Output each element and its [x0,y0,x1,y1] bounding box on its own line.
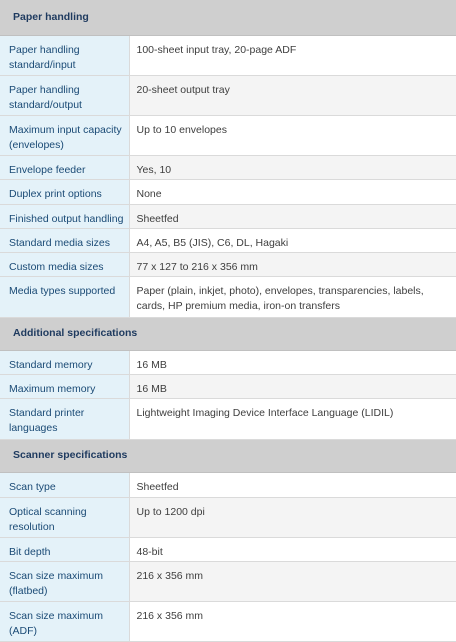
spec-value: None [129,179,456,204]
spec-row [0,398,456,439]
spec-row [0,115,456,155]
spec-value: 16 MB [129,350,456,374]
spec-label: Media types supported [0,276,129,317]
spec-value: 216 x 356 mm [129,561,456,601]
spec-label: Paper handling standard/input [0,35,129,75]
spec-label: Custom media sizes [0,252,129,276]
spec-label: Duplex print options [0,179,129,204]
spec-value: Up to 1200 dpi [129,497,456,537]
spec-label: Envelope feeder [0,155,129,179]
spec-row [0,179,456,204]
spec-value: 16 MB [129,374,456,398]
spec-value: 48-bit [129,537,456,561]
spec-label: Scan size maximum (flatbed) [0,561,129,601]
spec-label: Maximum memory [0,374,129,398]
spec-value: 20-sheet output tray [129,75,456,115]
section-title: Scanner specifications [0,439,456,472]
spec-row [0,497,456,537]
spec-row [0,204,456,228]
section-title: Additional specifications [0,317,456,350]
spec-value: Up to 10 envelopes [129,115,456,155]
spec-value: Sheetfed [129,472,456,497]
spec-value: 216 x 356 mm [129,601,456,641]
spec-label: Finished output handling [0,204,129,228]
spec-label: Scan type [0,472,129,497]
spec-row [0,276,456,317]
spec-row [0,228,456,252]
spec-row [0,374,456,398]
spec-value: Paper (plain, inkjet, photo), envelopes, transparencies, labels, cards, HP premium media, iron-on transfers [129,276,456,317]
section-header [0,0,456,35]
spec-row [0,252,456,276]
spec-label: Bit depth [0,537,129,561]
spec-value: 77 x 127 to 216 x 356 mm [129,252,456,276]
spec-label: Maximum input capacity (envelopes) [0,115,129,155]
spec-value: A4, A5, B5 (JIS), C6, DL, Hagaki [129,228,456,252]
spec-row [0,155,456,179]
section-title: Paper handling [0,0,456,35]
spec-label: Optical scanning resolution [0,497,129,537]
spec-value: Sheetfed [129,204,456,228]
spec-row [0,601,456,641]
spec-label: Paper handling standard/output [0,75,129,115]
spec-row [0,35,456,75]
spec-value: Yes, 10 [129,155,456,179]
spec-label: Standard printer languages [0,398,129,439]
spec-row [0,472,456,497]
spec-row [0,537,456,561]
spec-label: Standard memory [0,350,129,374]
spec-value: Lightweight Imaging Device Interface Language (LIDIL) [129,398,456,439]
spec-label: Standard media sizes [0,228,129,252]
spec-row [0,350,456,374]
spec-label: Scan size maximum (ADF) [0,601,129,641]
spec-row [0,75,456,115]
section-header [0,317,456,350]
spec-row [0,561,456,601]
spec-value: 100-sheet input tray, 20-page ADF [129,35,456,75]
section-header [0,439,456,472]
